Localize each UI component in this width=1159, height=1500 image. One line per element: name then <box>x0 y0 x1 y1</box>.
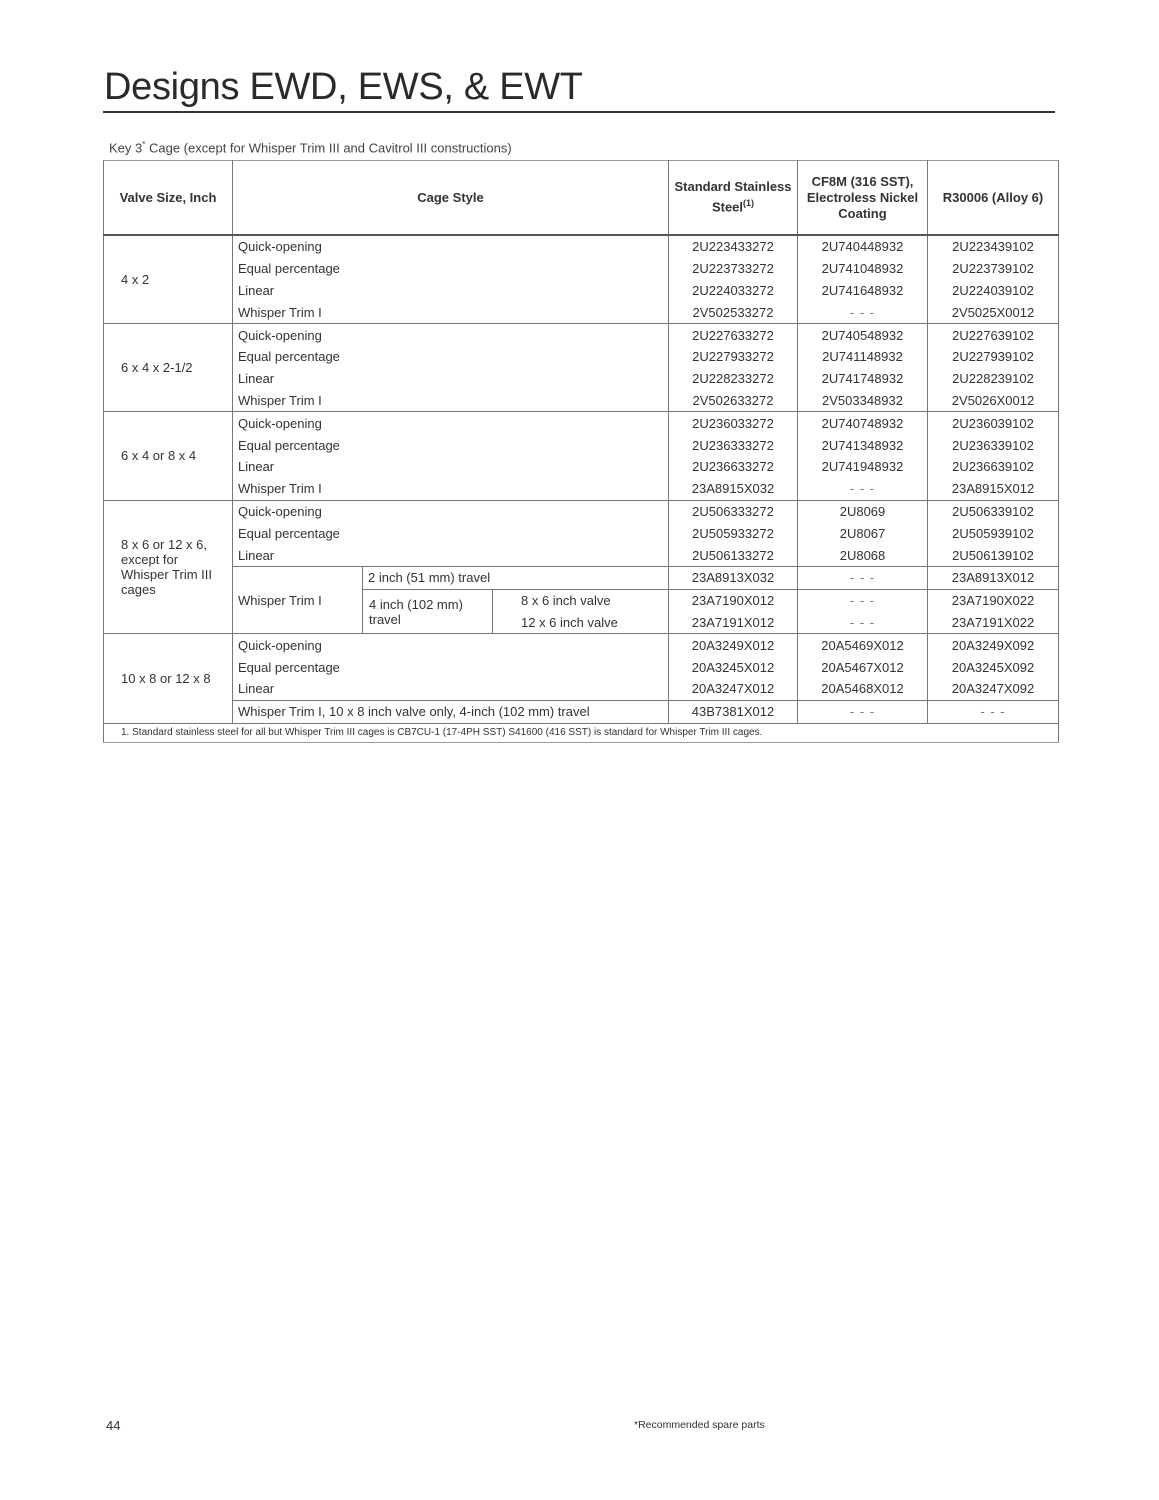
cf8m-part: 2U8068 <box>798 544 928 566</box>
caption-text: Cage (except for Whisper Trim III and Cavitrol III constructions) <box>145 140 512 156</box>
r30006-part: 2U224039102 <box>928 280 1059 302</box>
cf8m-part: 2V503348932 <box>798 390 928 412</box>
standard-part: 23A7190X012 <box>669 589 798 611</box>
cage-style: Equal percentage <box>233 346 669 368</box>
valve-variant: 8 x 6 inch valve <box>493 589 669 611</box>
r30006-part: 2U227939102 <box>928 346 1059 368</box>
spare-part-mark: * <box>142 140 146 149</box>
cf8m-part: 2U8069 <box>798 500 928 522</box>
standard-part: 2U227933272 <box>669 346 798 368</box>
standard-part: 2U236033272 <box>669 412 798 434</box>
standard-part: 2V502533272 <box>669 301 798 323</box>
header-cage-style: Cage Style <box>233 161 669 236</box>
cf8m-part: 2U8067 <box>798 522 928 544</box>
standard-part: 20A3249X012 <box>669 634 798 656</box>
page-number: 44 <box>106 1418 121 1433</box>
page-title: Designs EWD, EWS, & EWT <box>104 66 583 108</box>
standard-part: 2U224033272 <box>669 280 798 302</box>
table-row <box>104 235 1059 258</box>
table-row <box>104 368 1059 390</box>
cage-style: Linear <box>233 280 669 302</box>
cage-style: Equal percentage <box>233 656 669 678</box>
footnote-row <box>104 723 1059 742</box>
table-row <box>104 456 1059 478</box>
table-row <box>104 700 1059 723</box>
cf8m-part: - - - <box>798 700 928 723</box>
table-row <box>104 280 1059 302</box>
table-row <box>104 324 1059 346</box>
footnote-ref: (1) <box>743 198 755 209</box>
standard-part: 2U236633272 <box>669 456 798 478</box>
standard-part: 2U505933272 <box>669 522 798 544</box>
standard-part: 2V502633272 <box>669 390 798 412</box>
header-standard-steel <box>669 161 798 236</box>
standard-part: 2U236333272 <box>669 434 798 456</box>
cage-style: Quick-opening <box>233 412 669 434</box>
table-row <box>104 258 1059 280</box>
cage-style: Equal percentage <box>233 434 669 456</box>
cf8m-part: - - - <box>798 612 928 634</box>
cf8m-part: 2U741648932 <box>798 280 928 302</box>
cage-style: Linear <box>233 368 669 390</box>
r30006-part: 20A3245X092 <box>928 656 1059 678</box>
standard-part: 2U228233272 <box>669 368 798 390</box>
standard-part: 2U223733272 <box>669 258 798 280</box>
table-row <box>104 566 1059 589</box>
r30006-part: 2U227639102 <box>928 324 1059 346</box>
r30006-part: 23A8913X012 <box>928 566 1059 589</box>
cf8m-part: 20A5468X012 <box>798 678 928 700</box>
r30006-part: 2V5025X0012 <box>928 301 1059 323</box>
r30006-part: 2U223439102 <box>928 235 1059 258</box>
cage-style: Linear <box>233 544 669 566</box>
table-row <box>104 656 1059 678</box>
table-row <box>104 301 1059 323</box>
r30006-part: 2U506339102 <box>928 500 1059 522</box>
cage-style: Equal percentage <box>233 258 669 280</box>
header-standard-text: Standard Stainless Steel <box>674 179 792 215</box>
r30006-part: 2U236039102 <box>928 412 1059 434</box>
cf8m-part: - - - <box>798 566 928 589</box>
r30006-part: 2U506139102 <box>928 544 1059 566</box>
standard-part: 23A8915X032 <box>669 478 798 500</box>
valve-size: 6 x 4 or 8 x 4 <box>104 412 233 500</box>
r30006-part: 23A8915X012 <box>928 478 1059 500</box>
cage-style: Equal percentage <box>233 522 669 544</box>
standard-part: 2U227633272 <box>669 324 798 346</box>
r30006-part: 2U228239102 <box>928 368 1059 390</box>
footnote: 1. Standard stainless steel for all but Whisper Trim III cages is CB7CU-1 (17-4PH SST) S41600 (416 SST) is standard for Whisper Trim III cages. <box>104 723 1059 742</box>
table-row <box>104 634 1059 656</box>
cf8m-part: 2U741148932 <box>798 346 928 368</box>
cage-style: Quick-opening <box>233 324 669 346</box>
r30006-part: 20A3247X092 <box>928 678 1059 700</box>
cage-style: Linear <box>233 678 669 700</box>
cage-style-whisper: Whisper Trim I <box>233 566 363 633</box>
standard-part: 2U223433272 <box>669 235 798 258</box>
spare-parts-note: *Recommended spare parts <box>634 1419 765 1431</box>
r30006-part: 2V5026X0012 <box>928 390 1059 412</box>
cf8m-part: 2U741748932 <box>798 368 928 390</box>
standard-part: 2U506333272 <box>669 500 798 522</box>
table-row <box>104 434 1059 456</box>
r30006-part: 2U223739102 <box>928 258 1059 280</box>
cage-style: Quick-opening <box>233 500 669 522</box>
cage-style: Whisper Trim I <box>233 301 669 323</box>
table-row <box>104 478 1059 500</box>
cf8m-part: - - - <box>798 301 928 323</box>
r30006-part: - - - <box>928 700 1059 723</box>
valve-size: 4 x 2 <box>104 235 233 324</box>
cage-parts-table <box>103 160 1059 743</box>
cf8m-part: 20A5467X012 <box>798 656 928 678</box>
table-row <box>104 500 1059 522</box>
r30006-part: 2U236339102 <box>928 434 1059 456</box>
standard-part: 43B7381X012 <box>669 700 798 723</box>
table-row <box>104 412 1059 434</box>
cf8m-part: 2U740548932 <box>798 324 928 346</box>
table-row <box>104 522 1059 544</box>
table-row <box>104 390 1059 412</box>
standard-part: 23A8913X032 <box>669 566 798 589</box>
table-row <box>104 544 1059 566</box>
r30006-part: 23A7190X022 <box>928 589 1059 611</box>
standard-part: 23A7191X012 <box>669 612 798 634</box>
table-caption <box>109 140 512 155</box>
r30006-part: 2U505939102 <box>928 522 1059 544</box>
cage-style: Quick-opening <box>233 634 669 656</box>
header-r30006: R30006 (Alloy 6) <box>928 161 1059 236</box>
cage-style: Quick-opening <box>233 235 669 258</box>
cf8m-part: 2U741948932 <box>798 456 928 478</box>
table-row <box>104 346 1059 368</box>
standard-part: 20A3245X012 <box>669 656 798 678</box>
valve-size: 10 x 8 or 12 x 8 <box>104 634 233 723</box>
cf8m-part: 2U741348932 <box>798 434 928 456</box>
valve-size: 8 x 6 or 12 x 6, except for Whisper Trim III cages <box>104 500 233 634</box>
r30006-part: 23A7191X022 <box>928 612 1059 634</box>
cf8m-part: - - - <box>798 478 928 500</box>
r30006-part: 20A3249X092 <box>928 634 1059 656</box>
cf8m-part: 20A5469X012 <box>798 634 928 656</box>
cage-style: Whisper Trim I <box>233 390 669 412</box>
standard-part: 2U506133272 <box>669 544 798 566</box>
header-valve-size: Valve Size, Inch <box>104 161 233 236</box>
travel-4-inch: 4 inch (102 mm) travel <box>363 589 493 634</box>
cage-style: Linear <box>233 456 669 478</box>
standard-part: 20A3247X012 <box>669 678 798 700</box>
cf8m-part: 2U740748932 <box>798 412 928 434</box>
header-cf8m: CF8M (316 SST), Electroless Nickel Coating <box>798 161 928 236</box>
title-rule <box>103 111 1055 113</box>
travel-2-inch: 2 inch (51 mm) travel <box>363 566 669 589</box>
table-row <box>104 678 1059 700</box>
valve-variant: 12 x 6 inch valve <box>493 612 669 634</box>
valve-size: 6 x 4 x 2-1/2 <box>104 324 233 412</box>
cf8m-part: 2U741048932 <box>798 258 928 280</box>
caption-prefix: Key 3 <box>109 140 143 156</box>
cage-style: Whisper Trim I <box>233 478 669 500</box>
cage-style: Whisper Trim I, 10 x 8 inch valve only, 4-inch (102 mm) travel <box>233 700 669 723</box>
cf8m-part: - - - <box>798 589 928 611</box>
r30006-part: 2U236639102 <box>928 456 1059 478</box>
cf8m-part: 2U740448932 <box>798 235 928 258</box>
